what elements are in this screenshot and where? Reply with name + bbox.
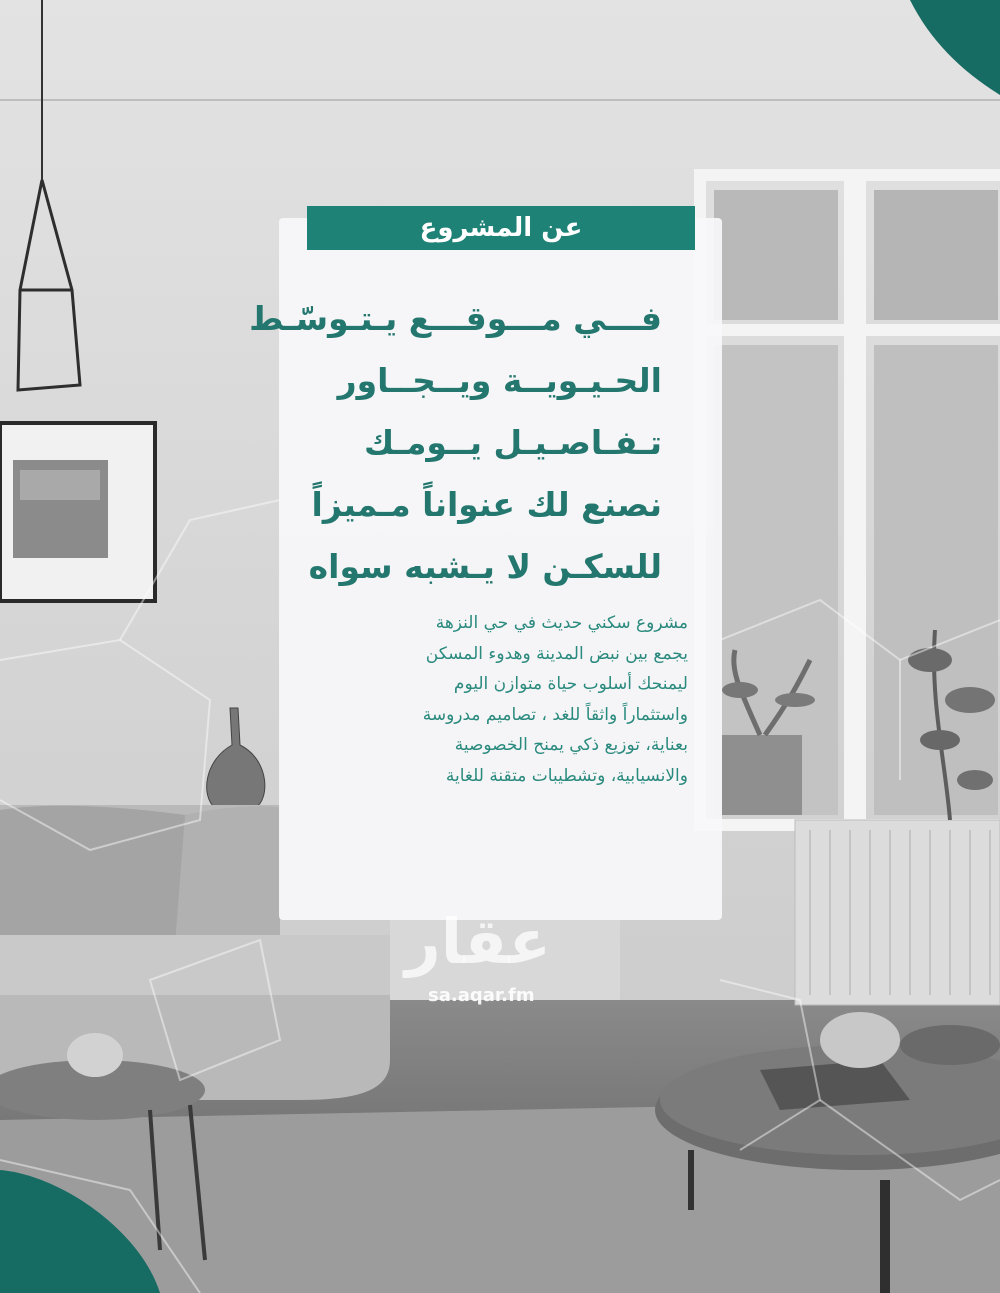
headline (249, 288, 662, 598)
description-line: يجمع بين نبض المدينة وهدوء المسكن (425, 643, 688, 664)
description-line: مشروع سكني حديث في حي النزهة (435, 613, 688, 633)
description-line: بعناية، توزيع ذكي يمنح الخصوصية (454, 735, 688, 755)
description-line: والانسيابية، وتشطيبات متقنة للغاية (445, 765, 688, 786)
description-line: واستثماراً واثقاً للغد ، تصاميم مدروسة (422, 704, 688, 725)
headline-line: تـفـاصـيـل يــومـك (363, 423, 662, 462)
project-description (308, 608, 688, 791)
headline-line: فـــي مـــوقـــع يـتـوسّـط (249, 299, 662, 338)
aqar-watermark-url: sa.aqar.fm (428, 985, 535, 1006)
description-line: ليمنحك أسلوب حياة متوازن اليوم (453, 674, 688, 694)
headline-line: الحـيـويــة ويــجــاور (337, 361, 662, 400)
section-title: عن المشروع (307, 206, 695, 250)
headline-line: للسكـن لا يـشبه سواه (308, 547, 662, 586)
aqar-watermark-logo: عقار (405, 905, 551, 978)
headline-line: نصنع لك عنواناً مـميزاً (311, 485, 662, 524)
